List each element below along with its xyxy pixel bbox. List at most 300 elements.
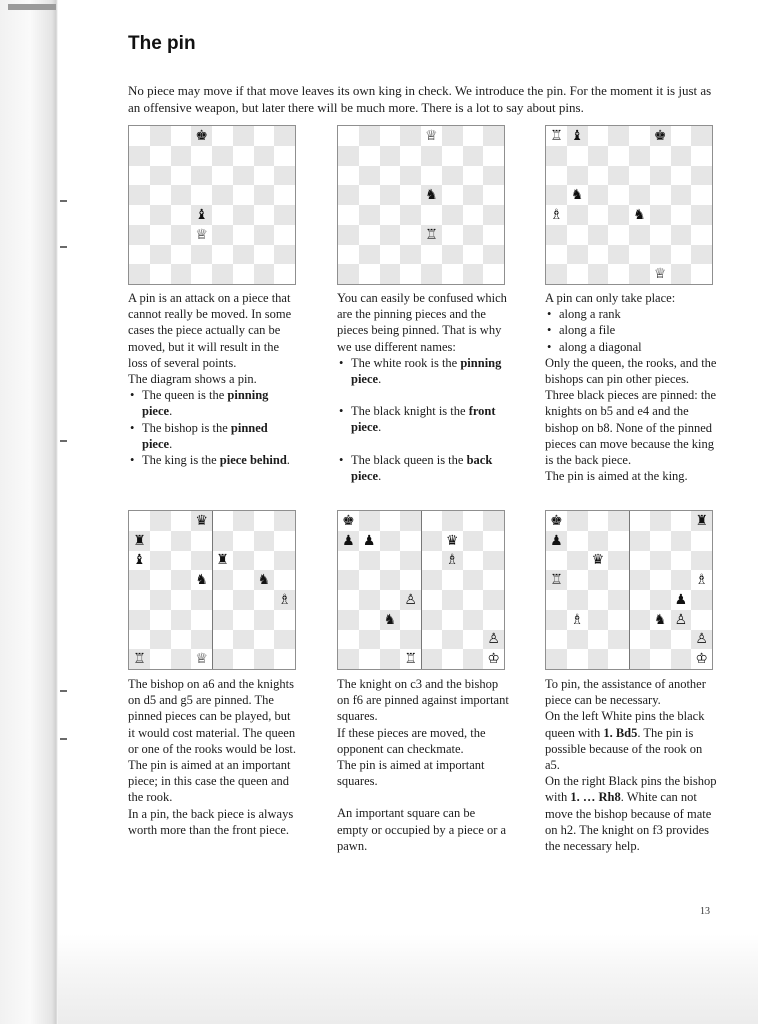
chess-piece-d1: ♕	[195, 651, 208, 668]
square-d1	[400, 264, 421, 284]
square-a6	[546, 551, 567, 571]
caption-paragraph	[545, 468, 717, 484]
square-b5	[359, 185, 380, 205]
square-c1	[588, 264, 609, 284]
caption-paragraph	[128, 757, 300, 806]
square-e3	[212, 225, 233, 245]
square-a3	[129, 610, 150, 630]
text-run: along a diagonal	[559, 339, 642, 354]
text-run: You can easily be confused which are the pinning pieces and the pieces being pinned. That is why we use different names:	[337, 291, 507, 354]
text-run: In a pin, the back piece is always worth more than the front piece.	[128, 806, 294, 837]
square-g4	[671, 205, 692, 225]
square-e5	[421, 570, 442, 590]
square-g3	[254, 225, 275, 245]
chess-piece-h1: ♔	[695, 651, 708, 668]
square-c6	[380, 166, 401, 186]
square-g5	[463, 185, 484, 205]
bullet-list	[337, 355, 509, 484]
square-d2	[191, 630, 212, 650]
caption-paragraph	[337, 290, 509, 355]
caption-3	[545, 290, 717, 484]
square-c8	[171, 511, 192, 531]
square-f7	[650, 146, 671, 166]
square-e8	[421, 511, 442, 531]
caption-paragraph	[337, 757, 509, 789]
square-c8	[588, 511, 609, 531]
text-run: On the right Black pins the bishop with	[545, 774, 717, 805]
caption-2	[337, 290, 509, 484]
square-g8	[254, 511, 275, 531]
square-e2	[421, 630, 442, 650]
square-f8	[442, 126, 463, 146]
square-b5	[567, 570, 588, 590]
square-g2	[463, 630, 484, 650]
bold-term: back piece	[351, 452, 493, 483]
square-f8	[442, 511, 463, 531]
chess-piece-d8: ♚	[195, 127, 208, 144]
square-c3	[588, 610, 609, 630]
text-run: .	[378, 468, 382, 483]
bullet-item	[128, 452, 300, 468]
square-d6	[608, 551, 629, 571]
square-c5	[171, 185, 192, 205]
square-c7	[380, 146, 401, 166]
text-run: Only the queen, the rooks, and the bishops can pin other pieces. Three black pieces are pinned: the knights on b5 and e4 and the bishop on b8. None of the pinned pieces can move because the king is the back piece.	[545, 355, 717, 468]
square-a1	[129, 649, 150, 669]
square-h8	[483, 126, 504, 146]
square-d6	[191, 166, 212, 186]
board-split-line	[629, 511, 630, 669]
chess-piece-c6: ♛	[591, 552, 605, 569]
square-a7	[546, 531, 567, 551]
chess-piece-c3: ♞	[383, 611, 397, 628]
text-run: .	[169, 436, 173, 451]
square-b1	[567, 264, 588, 284]
square-g7	[463, 531, 484, 551]
bullet-list	[128, 387, 300, 468]
square-b8	[567, 126, 588, 146]
square-d5	[608, 570, 629, 590]
chess-diagram-4	[128, 510, 296, 670]
square-b3	[150, 610, 171, 630]
square-e2	[212, 245, 233, 265]
square-h4	[691, 590, 712, 610]
square-e2	[629, 630, 650, 650]
square-c4	[588, 205, 609, 225]
square-b4	[150, 590, 171, 610]
square-h1	[691, 264, 712, 284]
square-b3	[359, 225, 380, 245]
square-d5	[608, 185, 629, 205]
text-run: along a file	[559, 323, 616, 338]
chess-piece-a8: ♚	[342, 512, 355, 529]
square-h4	[274, 205, 295, 225]
square-c2	[588, 630, 609, 650]
square-h7	[483, 146, 504, 166]
square-g6	[254, 551, 275, 571]
square-a4	[546, 590, 567, 610]
square-g6	[671, 551, 692, 571]
bullet-item	[337, 355, 509, 387]
square-b6	[150, 551, 171, 571]
square-h3	[483, 610, 504, 630]
chess-piece-h2: ♙	[487, 631, 500, 648]
square-a3	[546, 225, 567, 245]
square-f4	[442, 590, 463, 610]
square-g4	[671, 590, 692, 610]
caption-paragraph	[128, 371, 300, 387]
square-f4	[233, 205, 254, 225]
square-c4	[171, 205, 192, 225]
square-d3	[608, 610, 629, 630]
square-g8	[254, 126, 275, 146]
chess-piece-a7: ♟	[342, 532, 355, 549]
square-g2	[254, 630, 275, 650]
square-a4	[338, 205, 359, 225]
chess-piece-b3: ♗	[570, 611, 584, 628]
caption-paragraph	[337, 805, 509, 854]
square-e3	[421, 225, 442, 245]
square-b4	[150, 205, 171, 225]
bullet-item	[545, 339, 717, 355]
square-d3	[608, 225, 629, 245]
square-e4	[629, 590, 650, 610]
square-b6	[150, 166, 171, 186]
text-run: The white rook is the	[351, 355, 461, 370]
square-d5	[400, 185, 421, 205]
chess-piece-e6: ♜	[216, 552, 229, 569]
square-g8	[463, 126, 484, 146]
square-d6	[191, 551, 212, 571]
text-run: If these pieces are moved, the opponent can checkmate.	[337, 725, 486, 756]
square-d3	[400, 225, 421, 245]
square-h7	[274, 531, 295, 551]
chess-piece-e4: ♞	[633, 206, 646, 223]
square-h2	[483, 630, 504, 650]
square-a2	[338, 245, 359, 265]
square-g7	[463, 146, 484, 166]
square-b8	[359, 511, 380, 531]
square-h6	[274, 166, 295, 186]
square-e7	[629, 146, 650, 166]
square-b7	[359, 146, 380, 166]
square-g3	[463, 610, 484, 630]
square-d4	[608, 205, 629, 225]
caption-5	[337, 676, 509, 854]
square-h8	[483, 511, 504, 531]
square-f5	[442, 570, 463, 590]
square-f2	[650, 245, 671, 265]
square-f2	[233, 245, 254, 265]
square-g8	[671, 126, 692, 146]
square-b7	[567, 531, 588, 551]
square-f6	[650, 166, 671, 186]
square-b4	[359, 590, 380, 610]
square-h5	[691, 185, 712, 205]
square-d8	[191, 126, 212, 146]
square-c2	[380, 245, 401, 265]
square-d1	[608, 264, 629, 284]
chess-piece-e5: ♞	[425, 187, 438, 204]
square-e5	[629, 570, 650, 590]
square-d1	[191, 649, 212, 669]
square-d6	[400, 166, 421, 186]
square-b4	[359, 205, 380, 225]
text-run: The black queen is the	[351, 452, 467, 467]
square-b4	[567, 590, 588, 610]
square-b8	[150, 126, 171, 146]
square-g7	[671, 531, 692, 551]
chess-piece-g3: ♙	[674, 611, 688, 628]
square-b2	[150, 630, 171, 650]
square-b4	[567, 205, 588, 225]
square-b2	[359, 245, 380, 265]
caption-paragraph	[337, 676, 509, 725]
square-a6	[338, 166, 359, 186]
square-h4	[483, 205, 504, 225]
square-a1	[129, 264, 150, 284]
bullet-item	[128, 387, 300, 419]
square-e7	[421, 146, 442, 166]
margin-tick	[60, 246, 67, 248]
square-e6	[629, 166, 650, 186]
square-h5	[274, 185, 295, 205]
square-e3	[212, 610, 233, 630]
square-d4	[608, 590, 629, 610]
square-a7	[546, 146, 567, 166]
square-f4	[442, 205, 463, 225]
square-f5	[650, 570, 671, 590]
square-a4	[546, 205, 567, 225]
chess-piece-d4: ♝	[195, 206, 208, 223]
square-c2	[380, 630, 401, 650]
square-b6	[359, 166, 380, 186]
square-d1	[608, 649, 629, 669]
square-g7	[254, 531, 275, 551]
chess-piece-b5: ♞	[570, 187, 584, 204]
square-h8	[274, 126, 295, 146]
square-c6	[380, 551, 401, 571]
caption-1	[128, 290, 300, 468]
square-a2	[546, 245, 567, 265]
chess-piece-d8: ♛	[195, 512, 208, 529]
square-f1	[233, 264, 254, 284]
square-g5	[671, 185, 692, 205]
square-h4	[274, 590, 295, 610]
square-e8	[212, 511, 233, 531]
square-d5	[400, 570, 421, 590]
square-h3	[691, 610, 712, 630]
square-g1	[671, 264, 692, 284]
square-a8	[546, 511, 567, 531]
square-a7	[129, 146, 150, 166]
square-d1	[400, 649, 421, 669]
square-h3	[483, 225, 504, 245]
square-c1	[380, 264, 401, 284]
square-b7	[359, 531, 380, 551]
square-c4	[380, 205, 401, 225]
bullet-item	[128, 420, 300, 452]
square-h5	[483, 570, 504, 590]
caption-paragraph	[128, 806, 300, 838]
square-e6	[212, 551, 233, 571]
square-c6	[588, 166, 609, 186]
text-run: A pin is an attack on a piece that cannot really be moved. In some cases the piece actually can be moved, but it will result in the loss of several points.	[128, 291, 292, 370]
caption-spacer	[337, 789, 509, 805]
square-f7	[442, 146, 463, 166]
square-h7	[691, 531, 712, 551]
margin-tick	[60, 200, 67, 202]
square-g6	[463, 551, 484, 571]
square-d4	[400, 590, 421, 610]
square-c4	[588, 590, 609, 610]
square-a8	[129, 511, 150, 531]
square-c5	[171, 570, 192, 590]
square-c8	[380, 511, 401, 531]
square-a8	[546, 126, 567, 146]
bold-term: 1. … Rh8	[570, 790, 621, 805]
caption-spacer	[337, 436, 509, 452]
square-f5	[650, 185, 671, 205]
square-h7	[691, 146, 712, 166]
square-f5	[442, 185, 463, 205]
square-d5	[191, 185, 212, 205]
bullet-item	[337, 403, 509, 435]
square-f1	[233, 649, 254, 669]
square-f1	[442, 264, 463, 284]
chess-diagram-3	[545, 125, 713, 285]
chess-piece-h5: ♗	[695, 572, 708, 589]
square-c1	[380, 649, 401, 669]
square-g4	[463, 590, 484, 610]
square-c8	[171, 126, 192, 146]
square-h5	[483, 185, 504, 205]
square-d4	[191, 205, 212, 225]
intro-paragraph: No piece may move if that move leaves its own king in check. We introduce the pin. For the moment it is just as an offensive weapon, but later there will be much more. There is a lot to say about pins.	[128, 83, 712, 115]
chess-piece-f7: ♛	[445, 532, 459, 549]
square-h4	[483, 590, 504, 610]
caption-paragraph	[545, 708, 717, 773]
square-d6	[400, 551, 421, 571]
margin-tick	[60, 738, 67, 740]
square-f4	[650, 205, 671, 225]
margin-tick	[60, 690, 67, 692]
page-title: The pin	[128, 33, 196, 54]
square-a2	[129, 245, 150, 265]
square-c6	[171, 551, 192, 571]
square-h6	[691, 551, 712, 571]
square-b5	[150, 185, 171, 205]
square-g3	[463, 225, 484, 245]
square-b5	[150, 570, 171, 590]
square-h6	[483, 551, 504, 571]
square-a2	[546, 630, 567, 650]
square-h2	[691, 630, 712, 650]
square-c7	[588, 531, 609, 551]
square-f3	[442, 225, 463, 245]
square-b8	[150, 511, 171, 531]
square-c7	[171, 146, 192, 166]
chess-piece-b8: ♝	[570, 127, 584, 144]
text-run: The king is the	[142, 453, 220, 468]
bullet-list	[545, 306, 717, 355]
square-a7	[338, 531, 359, 551]
square-e8	[421, 126, 442, 146]
square-d7	[608, 531, 629, 551]
square-a6	[546, 166, 567, 186]
square-a5	[338, 185, 359, 205]
square-h6	[274, 551, 295, 571]
square-d8	[191, 511, 212, 531]
square-g5	[254, 185, 275, 205]
square-d2	[400, 630, 421, 650]
square-b1	[150, 649, 171, 669]
square-e3	[629, 225, 650, 245]
text-run: The diagram shows a pin.	[128, 372, 257, 387]
square-h5	[274, 570, 295, 590]
square-d7	[608, 146, 629, 166]
square-e3	[421, 610, 442, 630]
square-c2	[588, 245, 609, 265]
text-run: .	[378, 420, 382, 435]
square-f5	[233, 570, 254, 590]
square-c3	[588, 225, 609, 245]
square-g1	[254, 264, 275, 284]
square-f7	[233, 146, 254, 166]
square-h3	[691, 225, 712, 245]
chess-piece-f1: ♕	[653, 266, 667, 283]
square-g7	[254, 146, 275, 166]
square-h2	[691, 245, 712, 265]
square-b7	[150, 531, 171, 551]
margin-tick	[60, 440, 67, 442]
square-c4	[171, 590, 192, 610]
text-run: along a rank	[559, 307, 621, 322]
square-g7	[671, 146, 692, 166]
square-e8	[212, 126, 233, 146]
square-b3	[567, 225, 588, 245]
square-b2	[359, 630, 380, 650]
text-run: The black knight is the	[351, 404, 469, 419]
bold-term: pinned piece	[142, 420, 268, 451]
square-e8	[629, 511, 650, 531]
square-a1	[546, 264, 567, 284]
caption-spacer	[337, 387, 509, 403]
square-a7	[338, 146, 359, 166]
chess-piece-g4: ♟	[674, 591, 688, 608]
board-split-line	[421, 511, 422, 669]
chess-piece-b7: ♟	[362, 532, 376, 549]
square-a1	[338, 649, 359, 669]
square-d8	[608, 511, 629, 531]
square-e6	[212, 166, 233, 186]
bullet-item	[545, 322, 717, 338]
square-f6	[442, 551, 463, 571]
square-d7	[191, 146, 212, 166]
square-f1	[650, 264, 671, 284]
square-d7	[400, 531, 421, 551]
square-a5	[338, 570, 359, 590]
square-g8	[671, 511, 692, 531]
square-c6	[171, 166, 192, 186]
square-a3	[338, 225, 359, 245]
square-e4	[629, 205, 650, 225]
square-d8	[608, 126, 629, 146]
square-e7	[421, 531, 442, 551]
square-f6	[233, 551, 254, 571]
square-a4	[129, 205, 150, 225]
square-b3	[359, 610, 380, 630]
